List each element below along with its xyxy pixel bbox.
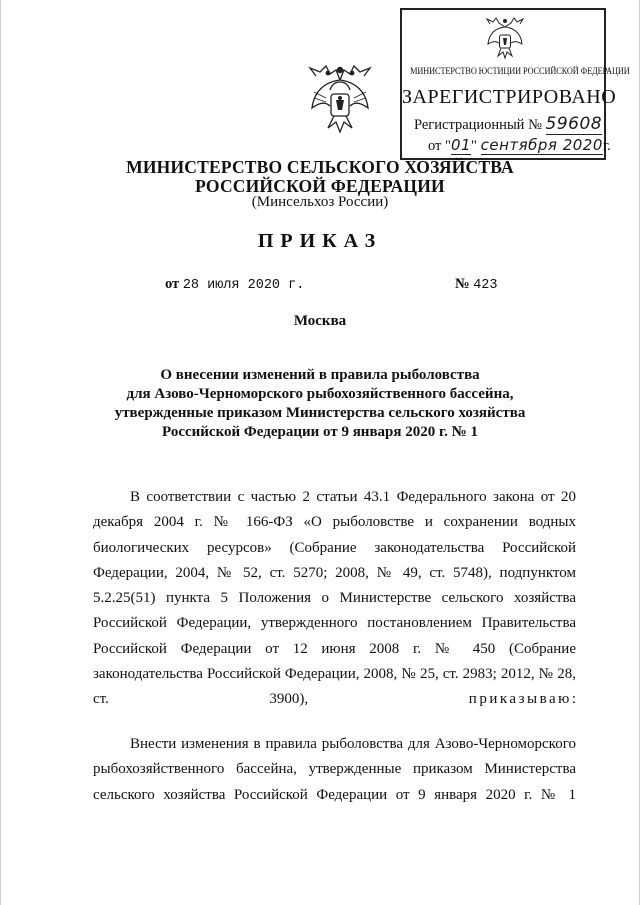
stamp-reg-number: 59608 <box>545 114 603 134</box>
paragraph-1-end: : <box>571 691 576 708</box>
heading-line: для Азово-Черноморского рыбохозяйственного бассейна, <box>126 386 514 402</box>
stamp-status: ЗАРЕГИСТРИРОВАНО <box>402 86 617 108</box>
heading-line: Российской Федерации от 9 января 2020 г. № 1 <box>162 424 478 440</box>
order-heading <box>0 366 640 442</box>
scan-edge-left <box>0 0 1 905</box>
document-type: ПРИКАЗ <box>257 230 383 252</box>
paragraph-1-text: В соответствии с частью 2 статьи 43.1 Федерального закона от 20 декабря 2004 г. № 166-ФЗ «О рыболовстве и сохранении водных биологических ресурсов» (Собрание законодательства Российской Федерации, 2004, № 52, ст. 5270; 2008, № 49, ст. 5748), подпунктом 5.2.25(51) пункта 5 Положения о Министерстве сельского хозяйства Российской Федерации, утвержденного постановлением Правительства Российской Федерации от 12 июня 2008 г. № 450 (Собрание законодательства Российской Федерации, 2008, № 25, ст. 2983; 2012, № 28, ст. 3900), <box>93 489 576 708</box>
order-city: Москва <box>293 313 347 329</box>
stamp-date-line <box>428 136 611 155</box>
order-date-value: 28 июля 2020 г. <box>182 278 305 293</box>
heading-line: утвержденные приказом Министерства сельского хозяйства <box>114 405 526 421</box>
stamp-date-day: 01 <box>450 136 472 154</box>
emblem-icon <box>306 62 374 138</box>
stamp-date-prefix: от " <box>428 138 451 154</box>
ministry-short-name: (Минсельхоз России) <box>251 194 389 210</box>
heading-line: О внесении изменений в правила рыболовства <box>160 367 480 383</box>
order-number <box>455 276 498 293</box>
body-paragraph-1 <box>93 485 576 713</box>
ministry-name-line1: МИНИСТЕРСТВО СЕЛЬСКОГО ХОЗЯЙСТВА <box>126 157 514 177</box>
stamp-date-month-year: сентября 2020 <box>480 136 603 154</box>
paragraph-1-spaced-word: приказываю <box>468 691 572 708</box>
order-date <box>165 276 304 293</box>
body-paragraph-2: Внести изменения в правила рыболовства для Азово-Черноморского рыбохозяйственного бассейна, утвержденные приказом Министерства сельского хозяйства Российской Федерации от 9 января 2020 г. № 1 <box>93 736 576 803</box>
stamp-reg-line <box>414 114 602 134</box>
stamp-reg-label: Регистрационный № <box>414 117 542 133</box>
order-date-prefix: от <box>165 276 180 292</box>
ministry-name-line2: РОССИЙСКОЙ ФЕДЕРАЦИИ <box>195 176 445 196</box>
order-number-label: № <box>455 276 470 292</box>
registration-stamp <box>400 8 630 160</box>
stamp-emblem-icon <box>484 16 526 60</box>
stamp-date-quote: " <box>471 138 477 154</box>
stamp-date-suffix: г. <box>602 138 611 154</box>
order-number-value: 423 <box>473 278 498 293</box>
stamp-authority: МИНИСТЕРСТВО ЮСТИЦИИ РОССИЙСКОЙ ФЕДЕРАЦИИ <box>410 66 630 76</box>
ministry-name <box>0 158 640 196</box>
